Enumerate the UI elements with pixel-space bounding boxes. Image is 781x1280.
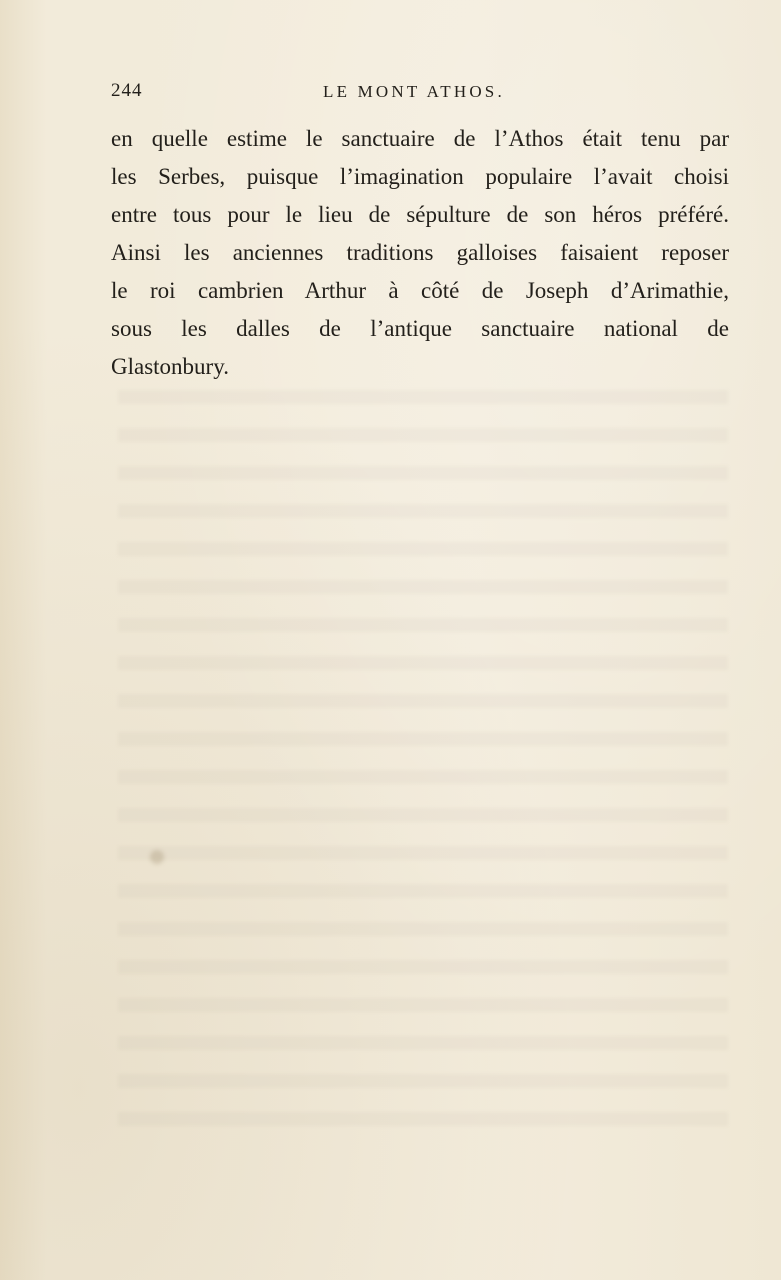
bleed-through-texture bbox=[118, 390, 728, 1150]
text-line: Ainsi les anciennes traditions galloises faisaient reposer bbox=[111, 240, 729, 265]
paper-stain bbox=[150, 850, 164, 864]
page-number: 244 bbox=[111, 80, 143, 101]
text-line: entre tous pour le lieu de sépulture de son héros préféré. bbox=[111, 202, 729, 227]
text-line: sous les dalles de l’antique sanctuaire national de bbox=[111, 316, 729, 341]
page-header bbox=[111, 80, 729, 110]
text-line: les Serbes, puisque l’imagination populaire l’avait choisi bbox=[111, 164, 729, 189]
running-head: LE MONT ATHOS. bbox=[323, 82, 505, 101]
body-text bbox=[111, 120, 729, 386]
text-line: Glastonbury. bbox=[111, 354, 229, 379]
text-line: en quelle estime le sanctuaire de l’Athos était tenu par bbox=[111, 126, 729, 151]
text-line: le roi cambrien Arthur à côté de Joseph d’Arimathie, bbox=[111, 278, 729, 303]
